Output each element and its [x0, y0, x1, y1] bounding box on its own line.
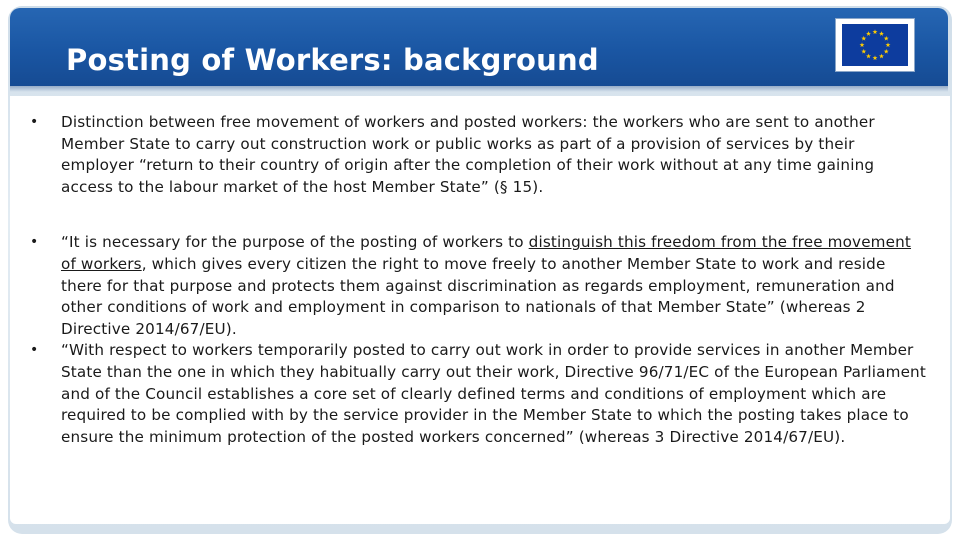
bullet-item: [30, 112, 930, 198]
bullet-text: the workers who are sent to another Member State to carry out construction work or public works as part of a provision of services by their employer “return to their country of origin after the completion of their work without at any time gaining access to the labour market of the host Member State” (§ 15).: [61, 113, 875, 196]
eu-flag-graphic: [842, 24, 908, 66]
title-bar: [10, 8, 948, 86]
underlined-text: distinguish this freedom from the free movement of workers: [61, 233, 912, 273]
bullet-item: [30, 232, 930, 340]
bullet-list: [30, 112, 930, 448]
eu-flag-icon: [835, 18, 915, 72]
bullet-item: [30, 340, 930, 448]
bullet-text: “It is necessary for the purpose of the posting of workers to: [61, 233, 529, 252]
bullet-lead-text: Distinction between free movement of workers and posted workers:: [61, 113, 588, 131]
bullet-text: , which gives every citizen the right to move freely to another Member State to work and reside there for that purpose and protects them against discrimination as regards employment, remuneration and other conditions of work and employment in comparison to nationals of that Member State” (whereas 2 Directive 2014/67/EU).: [61, 254, 895, 338]
bullet-text: “With respect to workers temporarily posted to carry out work in order to provide services in another Member State than the one in which they habitually carry out their work, Directive 96/71/EC of the European Parliament and of the Council establishes a core set of clearly defined terms and conditions of employment which are required to be complied with by the service provider in the Member State to which the posting takes place to ensure the minimum protection of the posted workers concerned” (whereas 3 Directive 2014/67/EU).: [61, 341, 926, 446]
bullet-dot-icon: •: [30, 234, 39, 251]
slide-title: Posting of Workers: background: [66, 43, 599, 77]
bullet-dot-icon: •: [30, 114, 39, 130]
bullet-dot-icon: •: [30, 342, 39, 359]
